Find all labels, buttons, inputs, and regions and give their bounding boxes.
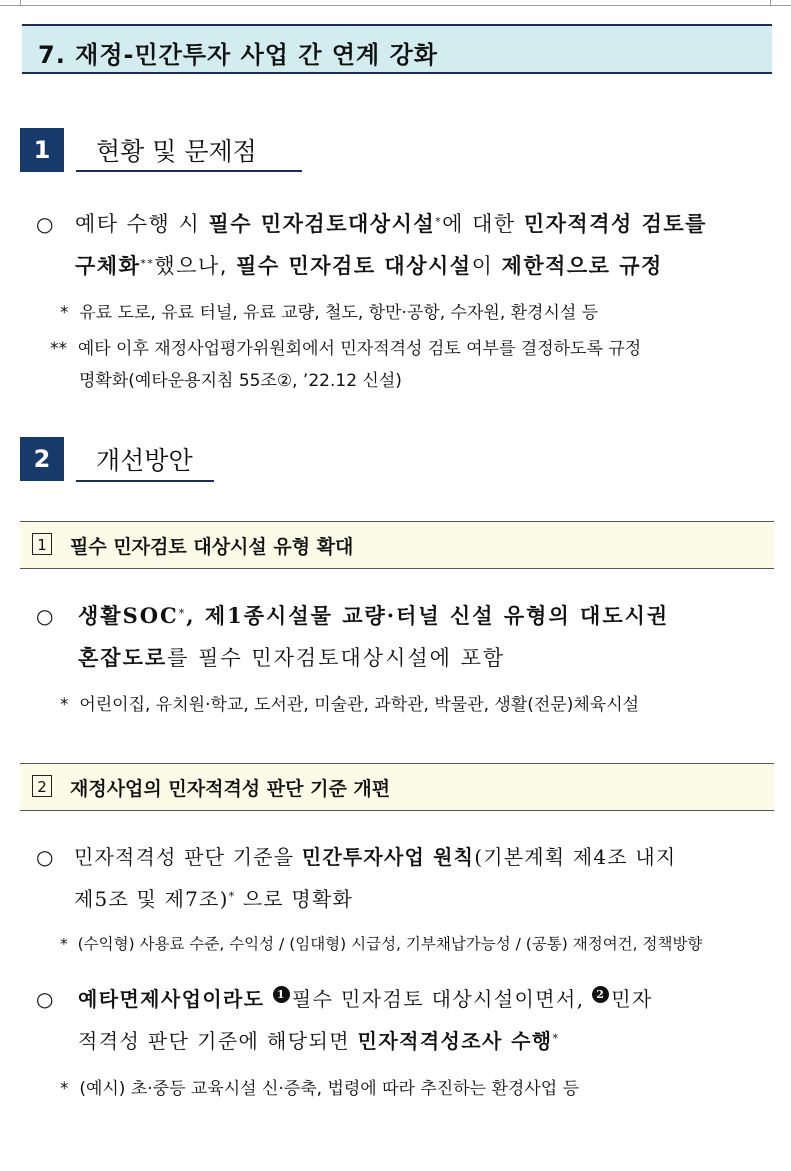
subsection-2-number: 2 — [32, 775, 52, 797]
subsection-2-bullet-1-line-1: 민자적격성 판단 기준을 민간투자사업 원칙(기본계획 제4조 내지 — [74, 845, 677, 869]
subsection-1-bullet — [36, 595, 781, 685]
subsection-2-title: 재정사업의 민자적격성 판단 기준 개편 — [70, 778, 391, 800]
section-1-title: 현황 및 문제점 — [96, 137, 257, 166]
section-1-bullet-line-1: 예타 수행 시 필수 민자검토대상시설*에 대한 민자적격성 검토를 — [75, 212, 707, 236]
page-corner-mark — [20, 0, 21, 6]
number-1-icon: 1 — [273, 986, 290, 1003]
section-2-title: 개선방안 — [96, 446, 193, 475]
section-1-note-2-cont: 명확화(예타운용지침 55조②, ’22.12 신설) — [79, 371, 402, 391]
subsection-2-bullet-2-line-1: 예타면제사업이라도 1 필수 민자검토 대상시설이면서, 2 민자 — [78, 987, 653, 1011]
section-1-underline — [76, 170, 302, 172]
section-1-number: 1 — [20, 128, 64, 172]
subsection-2-bullet-1-line-2: 제5조 및 제7조)* 으로 명확화 — [74, 887, 353, 911]
bullet-mark: ○ — [36, 212, 54, 236]
subsection-1-title: 필수 민자검토 대상시설 유형 확대 — [70, 536, 354, 558]
section-2-number: 2 — [20, 437, 64, 481]
subsection-1-bar — [20, 521, 774, 569]
section-2-underline — [76, 480, 214, 482]
section-1-note-1: * 유료 도로, 유료 터널, 유료 교량, 철도, 항만·공항, 수자원, 환경시설 등 — [60, 303, 599, 323]
chapter-title: 7. 재정-민간투자 사업 간 연계 강화 — [38, 41, 438, 69]
section-1-note-2: ** 예타 이후 재정사업평가위원회에서 민자적격성 검토 여부를 결정하도록 규정 — [50, 339, 642, 359]
page-top-border — [0, 0, 791, 6]
bullet-mark: ○ — [36, 604, 54, 628]
bullet-mark: ○ — [36, 845, 54, 869]
subsection-2-bullet-2-line-2: 적격성 판단 기준에 해당되면 민자적격성조사 수행* — [78, 1029, 560, 1053]
bullet-mark: ○ — [36, 987, 54, 1011]
subsection-1-bullet-line-2: 혼잡도로를 필수 민자검토대상시설에 포함 — [78, 645, 506, 670]
subsection-2-bullet-1 — [36, 836, 781, 926]
subsection-1-bullet-line-1: 생활SOC*, 제1종시설물 교량·터널 신설 유형의 대도시권 — [78, 603, 670, 628]
subsection-2-bullet-2 — [36, 978, 781, 1068]
subsection-2-bar — [20, 763, 774, 811]
chapter-title-bar — [22, 24, 772, 74]
subsection-2-note-1: * (수익형) 사용료 수준, 수익성 / (임대형) 시급성, 기부채납가능성 / (공통) 재정여건, 정책방향 — [60, 935, 703, 953]
section-1-bullet-line-2: 구체화**했으나, 필수 민자검토 대상시설이 제한적으로 규정 — [75, 254, 663, 278]
subsection-1-note: * 어린이집, 유치원·학교, 도서관, 미술관, 과학관, 박물관, 생활(전문)체육시설 — [60, 695, 640, 715]
subsection-1-number: 1 — [32, 533, 52, 555]
section-1-bullet — [36, 203, 781, 293]
subsection-2-note-2: * (예시) 초·중등 교육시설 신·증축, 법령에 따라 추진하는 환경사업 등 — [60, 1079, 579, 1099]
page-corner-mark — [770, 0, 771, 6]
number-2-icon: 2 — [592, 986, 609, 1003]
